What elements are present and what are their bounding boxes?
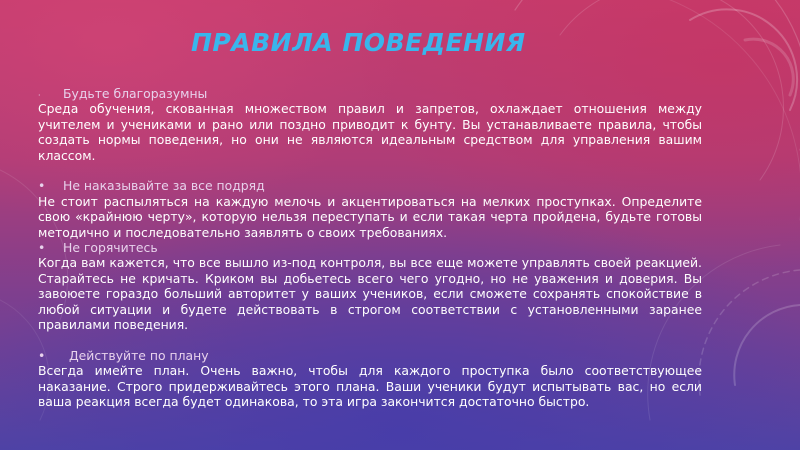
rule-section bbox=[38, 240, 702, 332]
rule-heading-line bbox=[38, 240, 702, 255]
rules-content bbox=[38, 86, 702, 409]
rule-text: Всегда имейте план. Очень важно, чтобы для каждого проступка было соответствующее наказание. Строго придерживайтесь этого плана. Ваши ученики будут испытывать вас, но если ваша реакция всегда будет одинакова, то эта игра закончится достаточно быстро. bbox=[38, 363, 702, 410]
section-spacer bbox=[38, 163, 702, 178]
bullet-icon: • bbox=[38, 240, 46, 256]
rule-text: Когда вам кажется, что все вышло из-под контроля, вы все еще можете управлять своей реакцией. Старайтесь не кричать. Криком вы добьетесь всего чего угодно, но не уважения и доверия. Вы завоюете гораздо больший авторитет у ваших учеников, если сможете сохранять спокойствие в любой ситуации и будете действовать в строгом соответствии с установленными заранее правилами поведения. bbox=[38, 255, 702, 333]
rule-heading-line bbox=[38, 348, 702, 363]
rule-text: Не стоит распыляться на каждую мелочь и акцентироваться на мелких проступках. Определите свою «крайнюю черту», которую нельзя переступать и если такая черта пройдена, будьте готовы методично и последовательно заявлять о своих требованиях. bbox=[38, 193, 702, 240]
section-spacer bbox=[38, 332, 702, 347]
rule-section bbox=[38, 178, 702, 240]
rule-section bbox=[38, 348, 702, 410]
bullet-icon: · bbox=[38, 91, 41, 100]
rule-section bbox=[38, 86, 702, 163]
slide-title: ПРАВИЛА ПОВЕДЕНИЯ bbox=[191, 28, 526, 57]
rule-heading-line bbox=[38, 178, 702, 193]
rule-heading: Действуйте по плану bbox=[69, 347, 209, 363]
bullet-icon: • bbox=[38, 178, 46, 194]
rule-text: Среда обучения, скованная множеством правил и запретов, охлаждает отношения между учителем и учениками и рано или поздно приводит к бунту. Вы устанавливаете правила, чтобы создать нормы поведения, но они не являются идеальным средством для управления вашим классом. bbox=[38, 101, 702, 163]
bullet-icon: • bbox=[38, 347, 46, 363]
rule-heading: Не наказывайте за все подряд bbox=[63, 178, 265, 194]
rule-heading: Будьте благоразумны bbox=[63, 86, 208, 101]
rule-heading: Не горячитесь bbox=[63, 240, 158, 256]
rule-heading-line bbox=[38, 86, 702, 101]
